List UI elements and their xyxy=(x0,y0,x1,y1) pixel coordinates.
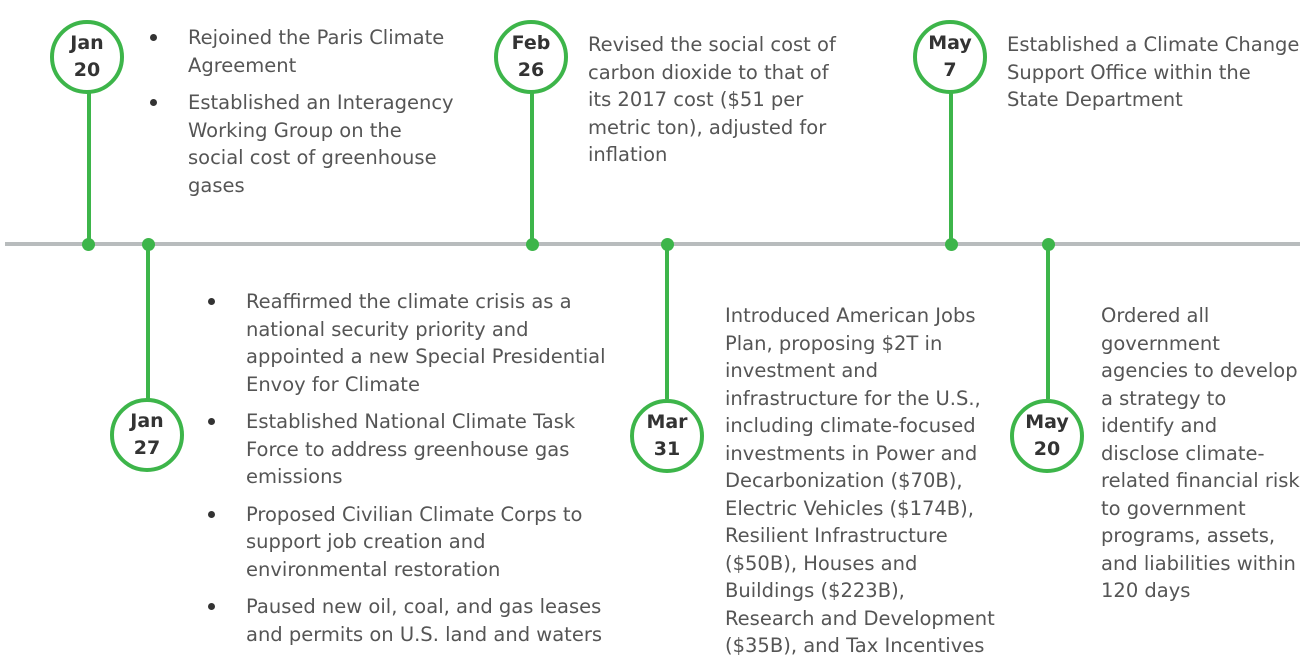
date-month: Jan xyxy=(130,410,164,432)
bullet-item: Established an Interagency Working Group on the social cost of greenhouse gases xyxy=(188,89,458,199)
date-day: 20 xyxy=(1033,438,1061,460)
bullet-item: Reaffirmed the climate crisis as a national security priority and appointed a new Special Presidential Envoy for Climate xyxy=(246,288,626,398)
date-month: Mar xyxy=(646,411,688,433)
bullet-item: Rejoined the Paris Climate Agreement xyxy=(188,24,458,79)
event-description: Revised the social cost of carbon dioxide to that of its 2017 cost ($51 per metric ton), adjusted for inflation xyxy=(588,33,836,166)
date-badge xyxy=(1010,399,1084,473)
date-day: 7 xyxy=(943,59,957,81)
date-badge xyxy=(50,20,124,94)
bullet-item: Proposed Civilian Climate Corps to support job creation and environmental restoration xyxy=(246,501,626,584)
timeline-axis xyxy=(5,242,1300,246)
date-day: 31 xyxy=(653,438,681,460)
event-description xyxy=(188,24,458,209)
date-month: May xyxy=(928,32,972,54)
connector-stem xyxy=(1046,244,1050,399)
event-description: Established a Climate Change Support Office within the State Department xyxy=(1007,33,1300,111)
date-month: Jan xyxy=(70,32,104,54)
date-day: 27 xyxy=(133,437,161,459)
connector-stem xyxy=(146,244,150,399)
connector-stem xyxy=(530,92,534,244)
bullet-item: Paused new oil, coal, and gas leases and permits on U.S. land and waters xyxy=(246,593,626,648)
event-description: Ordered all government agencies to develop a strategy to identify and disclose climate-related financial risk to government programs, assets, and liabilities within 120 days xyxy=(1101,304,1300,602)
date-day: 20 xyxy=(73,59,101,81)
date-badge xyxy=(494,20,568,94)
date-month: Feb xyxy=(511,32,551,54)
date-day: 26 xyxy=(517,59,545,81)
date-badge xyxy=(913,20,987,94)
timeline-dot xyxy=(526,238,539,251)
date-badge xyxy=(630,399,704,473)
connector-stem xyxy=(949,92,953,244)
timeline-dot xyxy=(945,238,958,251)
bullet-item: Established National Climate Task Force to address greenhouse gas emissions xyxy=(246,408,626,491)
timeline-dot xyxy=(82,238,95,251)
event-description xyxy=(246,288,626,658)
event-description: Introduced American Jobs Plan, proposing $2T in investment and infrastructure for the U.S., including climate-focused investments in Power and Decarbonization ($70B), Electric Vehicles ($174B), Resilient Infrastructure ($50B), Houses and Buildings ($223B), Research and Development ($35B), and Tax Incentives xyxy=(725,304,995,657)
date-month: May xyxy=(1025,411,1069,433)
date-badge xyxy=(110,398,184,472)
connector-stem xyxy=(87,92,91,244)
connector-stem xyxy=(665,244,669,399)
